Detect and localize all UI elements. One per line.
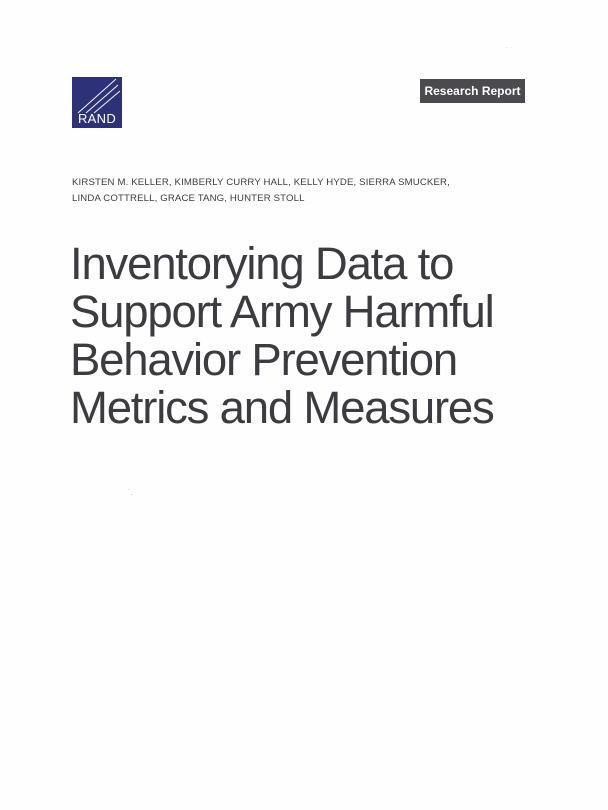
scan-artifact: ˙. [128,488,133,497]
title-line: Behavior Prevention [70,334,457,385]
title-line: Support Army Harmful [70,286,494,337]
author-line: LINDA COTTRELL, GRACE TANG, HUNTER STOLL [72,193,305,204]
rand-logo-text: RAND [77,111,117,126]
title-line: Inventorying Data to [70,238,454,289]
author-list [72,175,542,207]
scan-artifact: ·· · [505,45,513,51]
author-line: KIRSTEN M. KELLER, KIMBERLY CURRY HALL, KELLY HYDE, SIERRA SMUCKER, [72,177,450,188]
report-title [70,240,590,432]
research-report-badge: Research Report [420,79,525,103]
title-line: Metrics and Measures [70,382,494,433]
rand-logo [72,77,122,128]
